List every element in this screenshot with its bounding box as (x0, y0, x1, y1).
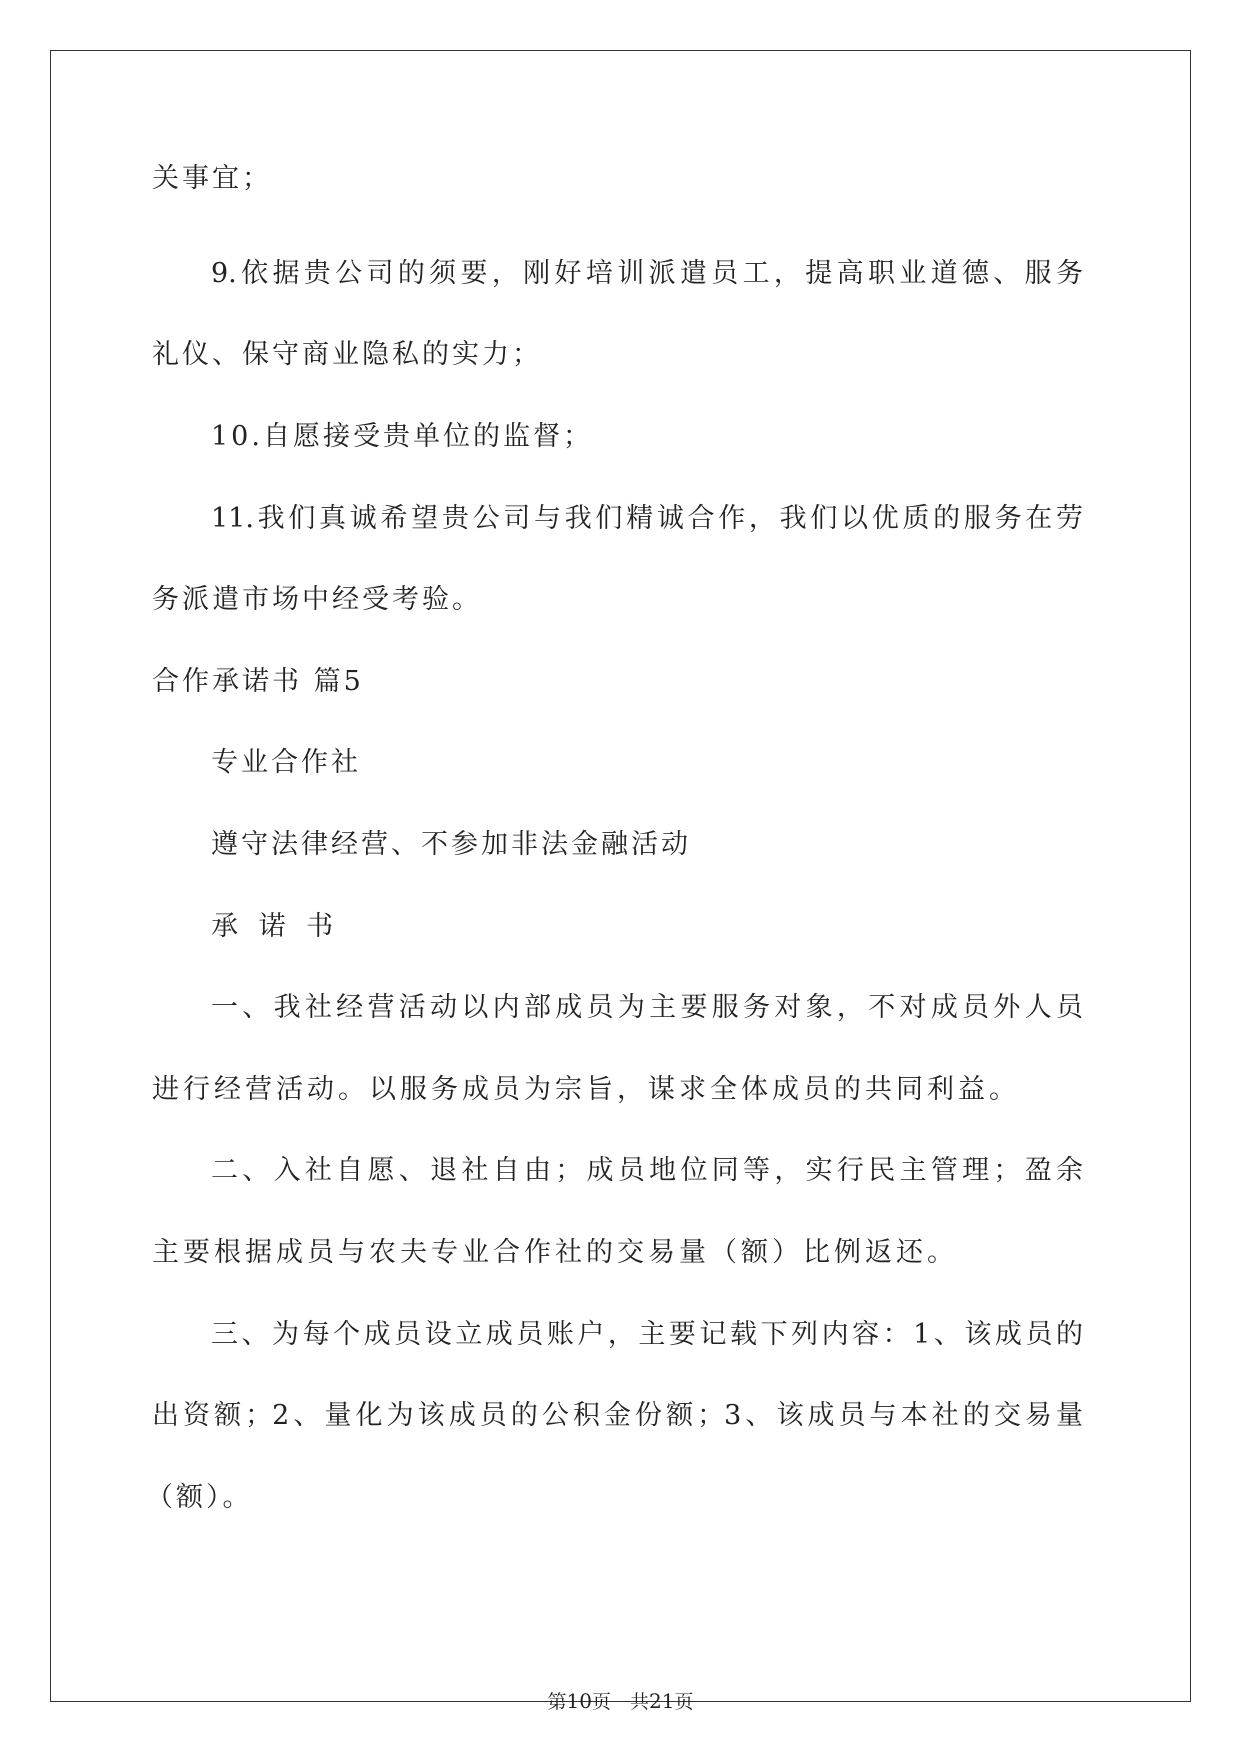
text-line: 关事宜； (152, 163, 272, 194)
text-line: 三、为每个成员设立成员账户，主要记载下列内容：1、该成员的 (211, 1319, 1083, 1350)
footer-suffix: 页 (674, 1691, 694, 1713)
text-line: 10.自愿接受贵单位的监督； (211, 421, 593, 452)
footer-mid: 页 共 (591, 1691, 649, 1713)
text-line: 进行经营活动。以服务成员为宗旨，谋求全体成员的共同利益。 (152, 1074, 1020, 1105)
text-line: 遵守法律经营、不参加非法金融活动 (211, 829, 691, 860)
page-border (50, 50, 1191, 1702)
total-page-number: 21 (649, 1689, 675, 1713)
page-footer (0, 1689, 1241, 1714)
text-line: 9.依据贵公司的须要，刚好培训派遣员工，提高职业道德、服务 (211, 258, 1083, 289)
document-title: 承 诺 书 (211, 911, 340, 942)
text-line: 礼仪、保守商业隐私的实力； (152, 339, 542, 370)
text-line: 主要根据成员与农夫专业合作社的交易量（额）比例返还。 (152, 1237, 958, 1268)
text-line: 专业合作社 (211, 747, 361, 778)
text-line: 二、入社自愿、退社自由；成员地位同等，实行民主管理；盈余 (211, 1155, 1083, 1186)
current-page-number: 10 (566, 1689, 592, 1713)
text-line: 11.我们真诚希望贵公司与我们精诚合作，我们以优质的服务在劳 (211, 503, 1083, 534)
text-line: 一、我社经营活动以内部成员为主要服务对象，不对成员外人员 (211, 992, 1083, 1023)
text-line: 务派遣市场中经受考验。 (152, 584, 482, 615)
text-line: 出资额；2、量化为该成员的公积金份额；3、该成员与本社的交易量 (152, 1400, 1083, 1431)
text-line: （额）。 (146, 1482, 253, 1513)
footer-prefix: 第 (547, 1691, 567, 1713)
section-heading: 合作承诺书 篇5 (152, 666, 364, 697)
